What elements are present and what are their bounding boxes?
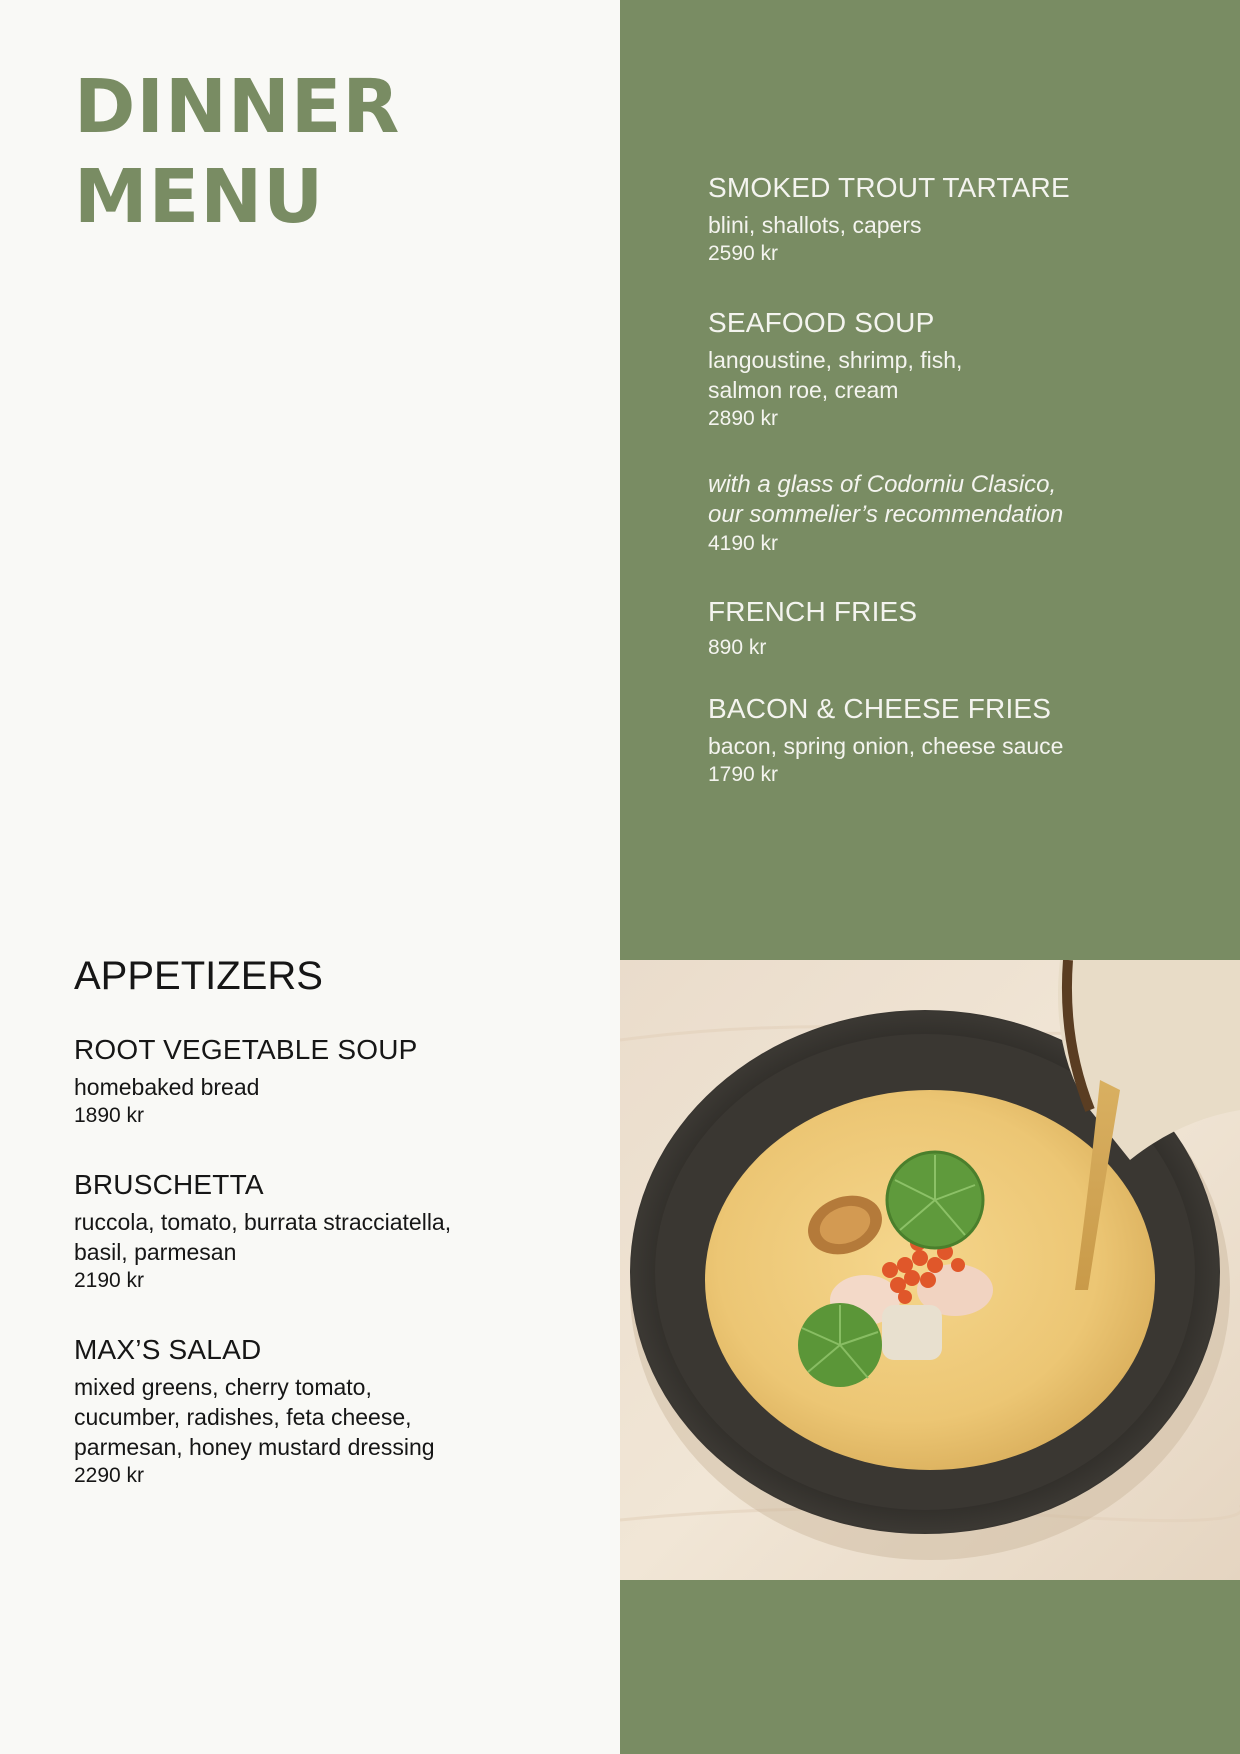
item-price: 4190 kr [708,532,779,555]
wine-pairing-note: our sommelier’s recommendation [708,501,1064,528]
item-description: basil, parmesan [74,1239,237,1265]
appetizers-heading: APPETIZERS [74,954,323,998]
item-price: 2190 kr [74,1269,145,1292]
item-price: 2290 kr [74,1464,145,1487]
menu-item-french-fries [708,594,917,662]
item-name: ROOT VEGETABLE SOUP [74,1034,418,1065]
menu-title [74,62,400,242]
right-panel [620,0,1240,1754]
item-name: SEAFOOD SOUP [708,307,935,338]
item-description: blini, shallots, capers [708,212,922,238]
wine-pairing-note: with a glass of Codorniu Clasico, [708,471,1057,498]
menu-item-seafood-soup [708,305,962,433]
item-name: SMOKED TROUT TARTARE [708,172,1070,203]
item-price: 2590 kr [708,242,779,265]
menu-item-wine-pairing [708,470,1063,558]
item-description: ruccola, tomato, burrata stracciatella, [74,1209,452,1235]
item-description: langoustine, shrimp, fish, [708,347,963,373]
menu-title-line-1: DINNER [74,64,401,150]
soup-bowl-illustration [620,960,1240,1580]
item-price: 1890 kr [74,1104,145,1127]
menu-item-root-vegetable-soup [74,1032,418,1130]
item-price: 2890 kr [708,407,779,430]
item-price: 1790 kr [708,763,779,786]
menu-item-maxs-salad [74,1332,435,1490]
item-description: parmesan, honey mustard dressing [74,1434,435,1460]
item-description: mixed greens, cherry tomato, [74,1374,372,1400]
seafood-soup-photo [620,960,1240,1580]
menu-item-bruschetta [74,1167,451,1295]
item-name: MAX’S SALAD [74,1334,262,1365]
item-description: salmon roe, cream [708,377,899,403]
item-description: cucumber, radishes, feta cheese, [74,1404,412,1430]
item-name: FRENCH FRIES [708,596,918,627]
menu-item-smoked-trout-tartare [708,170,1070,268]
item-name: BRUSCHETTA [74,1169,264,1200]
item-price: 890 kr [708,636,767,659]
menu-item-bacon-cheese-fries [708,691,1063,789]
menu-title-line-2: MENU [74,154,325,240]
item-description: homebaked bread [74,1074,260,1100]
item-description: bacon, spring onion, cheese sauce [708,733,1064,759]
item-name: BACON & CHEESE FRIES [708,693,1052,724]
